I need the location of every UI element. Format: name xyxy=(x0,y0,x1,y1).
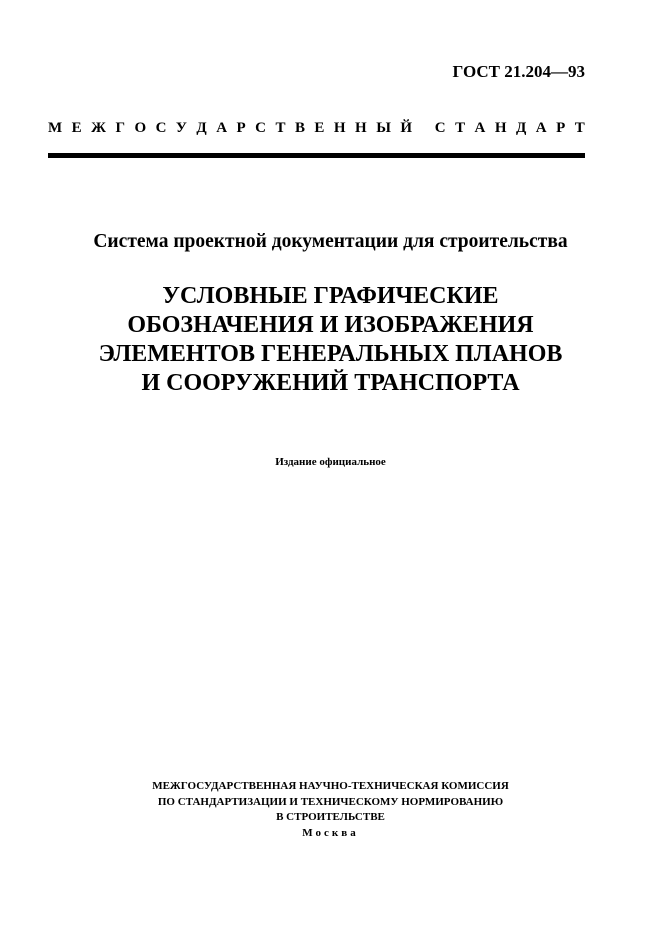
header-letter: С xyxy=(434,120,446,136)
publisher-line: В СТРОИТЕЛЬСТВЕ xyxy=(276,811,385,823)
header-letter: Е xyxy=(314,120,325,136)
header-letter: О xyxy=(134,120,147,136)
header-rule xyxy=(48,153,585,158)
header-letter: Н xyxy=(333,120,346,136)
header-letter: Д xyxy=(196,120,207,136)
header-letter: М xyxy=(48,120,63,136)
header-letter: Т xyxy=(574,120,585,136)
document-subtitle: Система проектной документации для строительства xyxy=(93,231,568,252)
title-line: УСЛОВНЫЕ ГРАФИЧЕСКИЕ xyxy=(162,283,499,309)
header-letter: А xyxy=(216,120,228,136)
header-letter: А xyxy=(535,120,547,136)
header-letter: Н xyxy=(355,120,367,136)
header-letter: Е xyxy=(71,120,82,136)
publisher xyxy=(0,779,661,841)
publisher-line: МЕЖГОСУДАРСТВЕННАЯ НАУЧНО-ТЕХНИЧЕСКАЯ КОМИССИЯ xyxy=(152,780,509,792)
header-letter: Р xyxy=(556,120,566,136)
header-letter: Р xyxy=(236,120,246,136)
header-letter: Ж xyxy=(91,120,106,136)
title-line: И СООРУЖЕНИЙ ТРАНСПОРТА xyxy=(141,370,520,396)
standard-type-header xyxy=(48,120,585,137)
header-letter: Т xyxy=(275,120,286,136)
header-letter: С xyxy=(155,120,167,136)
header-letter: Г xyxy=(115,120,125,136)
header-letter: В xyxy=(294,120,305,136)
edition-label: Издание официальное xyxy=(275,456,386,468)
header-letter: Д xyxy=(516,120,527,136)
header-letter: С xyxy=(255,120,266,136)
header-letter: У xyxy=(175,120,187,136)
title-line: ЭЛЕМЕНТОВ ГЕНЕРАЛЬНЫХ ПЛАНОВ xyxy=(98,341,563,367)
header-letter: Т xyxy=(455,120,466,136)
publisher-line: ПО СТАНДАРТИЗАЦИИ И ТЕХНИЧЕСКОМУ НОРМИРОВАНИЮ xyxy=(157,795,504,808)
header-letter: Й xyxy=(400,120,413,136)
header-letter: Ы xyxy=(376,120,391,136)
document-title xyxy=(0,282,661,398)
header-letter xyxy=(422,120,426,137)
header-letter: А xyxy=(474,120,486,136)
title-line: ОБОЗНАЧЕНИЯ И ИЗОБРАЖЕНИЯ xyxy=(127,312,534,338)
publisher-city: Москва xyxy=(302,826,359,839)
document-code: ГОСТ 21.204—93 xyxy=(452,62,585,81)
header-letter: Н xyxy=(494,120,507,136)
